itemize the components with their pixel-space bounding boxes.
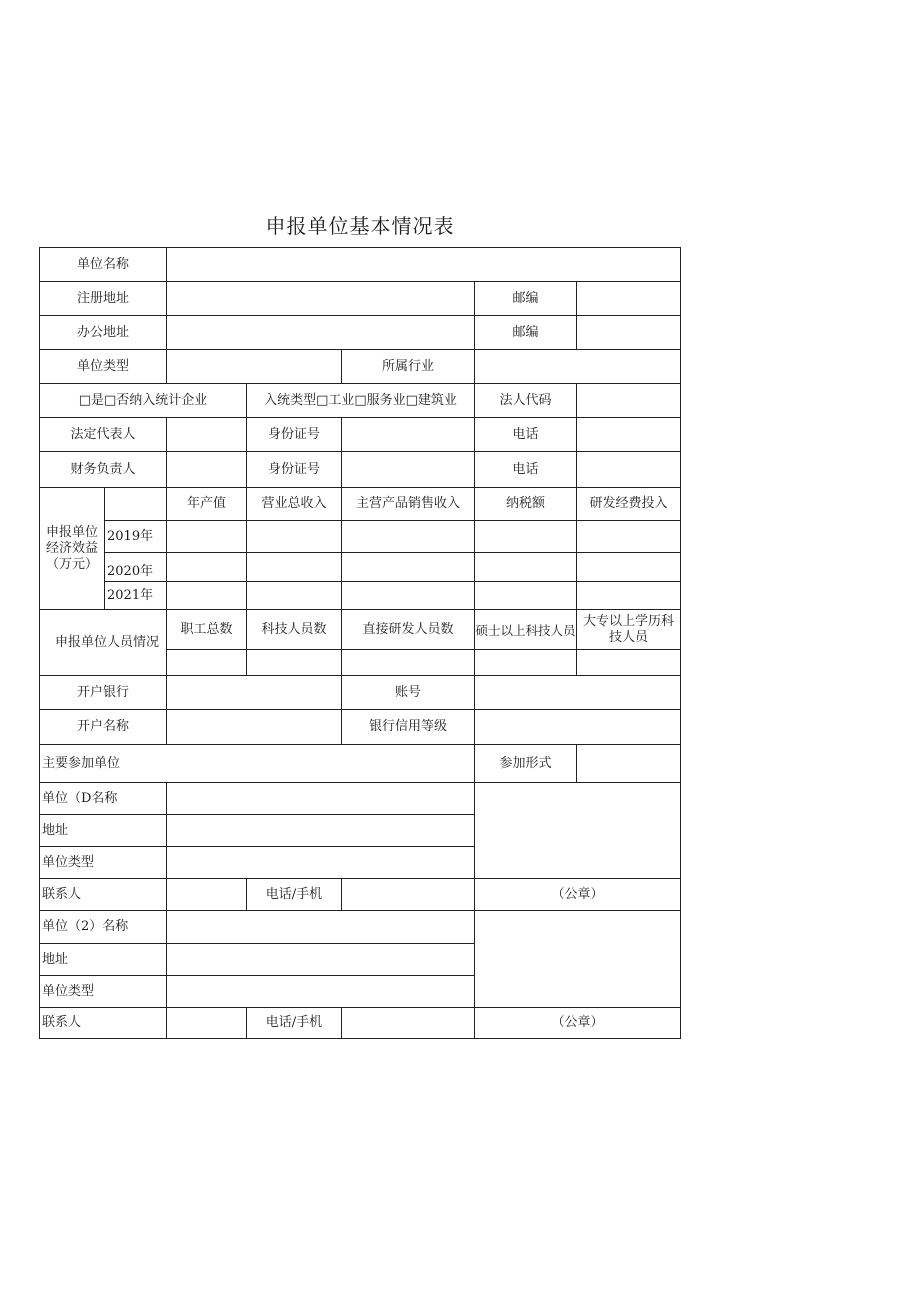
economics-cell[interactable]: [166, 581, 247, 610]
unit2-name-field[interactable]: [166, 910, 475, 944]
staff-col-header: 大专以上学历科技人员: [576, 609, 681, 650]
economics-cell[interactable]: [474, 552, 577, 582]
legal-rep-id-field[interactable]: [341, 417, 475, 452]
finance-head-id-label: 身份证号: [246, 451, 342, 488]
staff-cell[interactable]: [246, 649, 342, 676]
legal-code-field[interactable]: [576, 383, 681, 418]
office-postcode-label: 邮编: [474, 315, 577, 350]
economics-cell[interactable]: [341, 520, 475, 553]
stat-type-checkboxes[interactable]: 入统类型□工业□服务业□建筑业: [246, 383, 475, 418]
participation-form-field[interactable]: [576, 744, 681, 783]
reg-address-label: 注册地址: [39, 281, 167, 316]
economics-cell[interactable]: [341, 581, 475, 610]
economics-cell[interactable]: [576, 581, 681, 610]
unit2-seal-label: （公章）: [474, 1007, 681, 1039]
credit-level-label: 银行信用等级: [341, 709, 475, 745]
application-form: [39, 247, 681, 1039]
staff-label: 申报单位人员情况: [39, 609, 167, 676]
unit1-address-label: 地址: [39, 814, 167, 847]
staff-col-header: 科技人员数: [246, 609, 342, 650]
unit1-contact-label: 联系人: [39, 878, 167, 911]
economics-col-header: 纳税额: [474, 487, 577, 521]
economics-col-header: 主营产品销售收入: [341, 487, 475, 521]
staff-cell[interactable]: [474, 649, 577, 676]
finance-head-label: 财务负责人: [39, 451, 167, 488]
unit1-contact-field[interactable]: [166, 878, 247, 911]
economics-label: 申报单位经济效益（万元）: [39, 487, 105, 610]
economics-year-label: 2021年: [104, 581, 167, 610]
economics-cell[interactable]: [246, 520, 342, 553]
account-name-label: 开户名称: [39, 709, 167, 745]
reg-address-field[interactable]: [166, 281, 475, 316]
staff-col-header: 直接研发人员数: [341, 609, 475, 650]
economics-year-label: 2020年: [104, 552, 167, 582]
economics-cell[interactable]: [166, 520, 247, 553]
economics-col-header: 营业总收入: [246, 487, 342, 521]
economics-year-label: 2019年: [104, 520, 167, 553]
economics-cell[interactable]: [341, 552, 475, 582]
legal-rep-field[interactable]: [166, 417, 247, 452]
unit1-seal-label: （公章）: [474, 878, 681, 911]
unit2-contact-field[interactable]: [166, 1007, 247, 1039]
main-participants-label: 主要参加单位: [39, 744, 475, 783]
staff-cell[interactable]: [576, 649, 681, 676]
unit2-name-label: 单位（2）名称: [39, 910, 167, 944]
credit-level-field[interactable]: [474, 709, 681, 745]
page-title: 申报单位基本情况表: [265, 214, 455, 238]
unit-type-field[interactable]: [166, 349, 342, 384]
staff-col-header: 硕士以上科技人员: [474, 609, 577, 650]
legal-rep-phone-field[interactable]: [576, 417, 681, 452]
legal-rep-id-label: 身份证号: [246, 417, 342, 452]
staff-col-header: 职工总数: [166, 609, 247, 650]
economics-cell[interactable]: [166, 552, 247, 582]
finance-head-field[interactable]: [166, 451, 247, 488]
reg-postcode-label: 邮编: [474, 281, 577, 316]
staff-cell[interactable]: [166, 649, 247, 676]
unit2-contact-label: 联系人: [39, 1007, 167, 1039]
bank-name-field[interactable]: [166, 675, 342, 710]
economics-cell[interactable]: [246, 581, 342, 610]
unit1-name-field[interactable]: [166, 782, 475, 815]
participation-form-label: 参加形式: [474, 744, 577, 783]
reg-postcode-field[interactable]: [576, 281, 681, 316]
economics-col-header: 研发经费投入: [576, 487, 681, 521]
unit1-phone-field[interactable]: [341, 878, 475, 911]
bank-name-label: 开户银行: [39, 675, 167, 710]
office-address-label: 办公地址: [39, 315, 167, 350]
unit-type-label: 单位类型: [39, 349, 167, 384]
unit1-type-field[interactable]: [166, 846, 475, 879]
unit-name-field[interactable]: [166, 247, 681, 282]
unit1-address-field[interactable]: [166, 814, 475, 847]
economics-cell[interactable]: [576, 520, 681, 553]
unit2-type-label: 单位类型: [39, 975, 167, 1008]
unit2-seal-area[interactable]: [474, 910, 681, 1008]
office-postcode-field[interactable]: [576, 315, 681, 350]
economics-cell[interactable]: [474, 520, 577, 553]
unit1-name-label: 单位（D名称: [39, 782, 167, 815]
legal-code-label: 法人代码: [474, 383, 577, 418]
economics-cell[interactable]: [576, 552, 681, 582]
unit2-phone-label: 电话/手机: [246, 1007, 342, 1039]
finance-head-phone-label: 电话: [474, 451, 577, 488]
legal-rep-label: 法定代表人: [39, 417, 167, 452]
finance-head-phone-field[interactable]: [576, 451, 681, 488]
unit-name-label: 单位名称: [39, 247, 167, 282]
economics-col-header: 年产值: [166, 487, 247, 521]
finance-head-id-field[interactable]: [341, 451, 475, 488]
account-name-field[interactable]: [166, 709, 342, 745]
industry-field[interactable]: [474, 349, 681, 384]
industry-label: 所属行业: [341, 349, 475, 384]
economics-cell[interactable]: [474, 581, 577, 610]
unit2-phone-field[interactable]: [341, 1007, 475, 1039]
staff-cell[interactable]: [341, 649, 475, 676]
unit2-address-field[interactable]: [166, 943, 475, 976]
account-no-field[interactable]: [474, 675, 681, 710]
unit2-type-field[interactable]: [166, 975, 475, 1008]
legal-rep-phone-label: 电话: [474, 417, 577, 452]
unit1-type-label: 单位类型: [39, 846, 167, 879]
economics-cell[interactable]: [246, 552, 342, 582]
unit1-phone-label: 电话/手机: [246, 878, 342, 911]
unit1-seal-area[interactable]: [474, 782, 681, 879]
economics-corner: [104, 487, 167, 521]
account-no-label: 账号: [341, 675, 475, 710]
unit2-address-label: 地址: [39, 943, 167, 976]
stat-enterprise-checkboxes[interactable]: □是□否纳入统计企业: [39, 383, 247, 418]
office-address-field[interactable]: [166, 315, 475, 350]
